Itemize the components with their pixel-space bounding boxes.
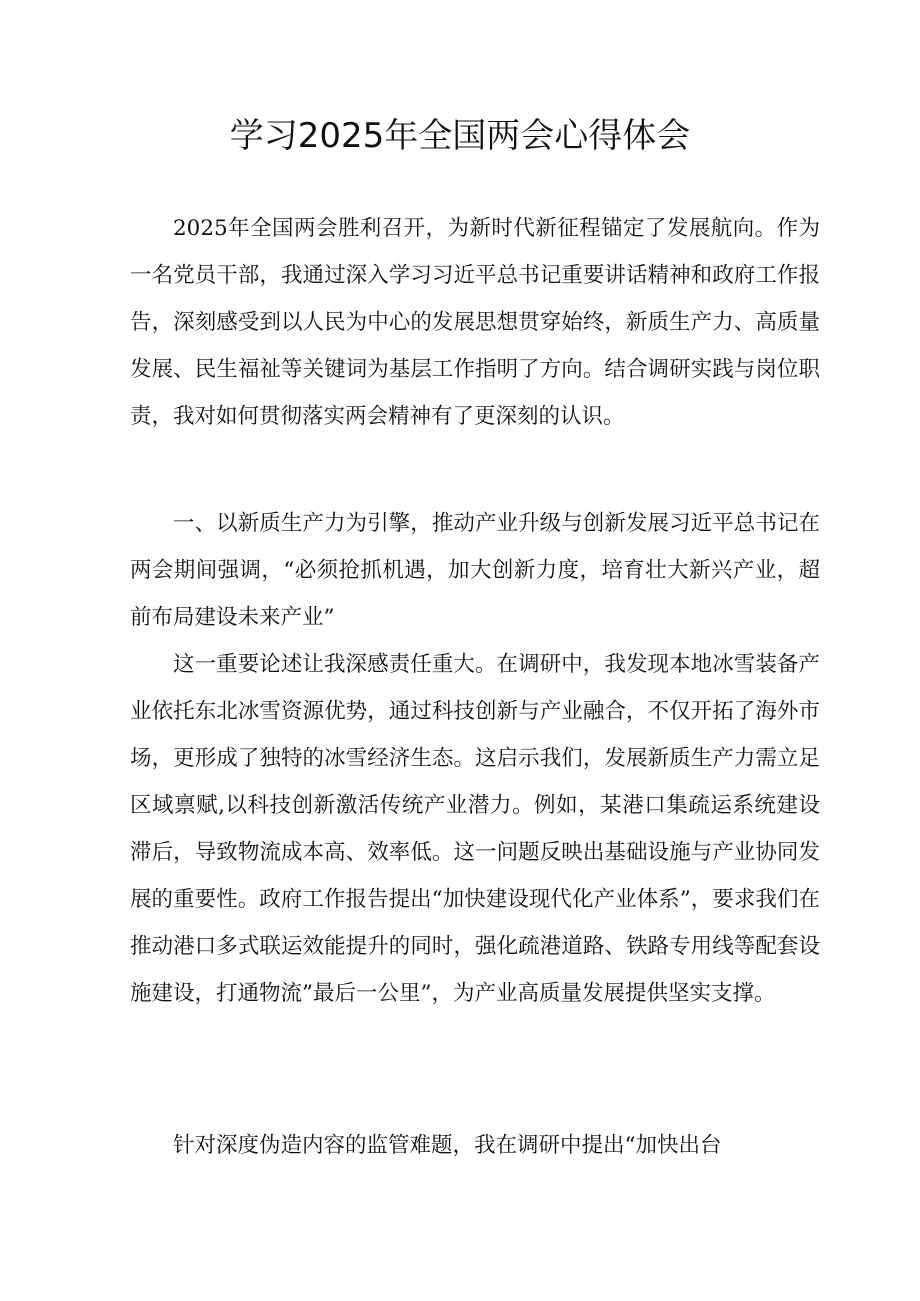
paragraph-section-one-body: 这一重要论述让我深感责任重大。在调研中，我发现本地冰雪装备产业依托东北冰雪资源优势，通过科技创新与产业融合，不仅开拓了海外市场，更形成了独特的冰雪经济生态。这启示我们，发展新质生产力需立足区域禀赋,以科技创新激活传统产业潜力。例如，某港口集疏运系统建设滞后，导致物流成本高、效率低。这一问题反映出基础设施与产业协同发展的重要性。政府工作报告提出“加快建设现代化产业体系”，要求我们在推动港口多式联运效能提升的同时，强化疏港道路、铁路专用线等配套设施建设，打通物流”最后一公里”，为产业高质量发展提供坚实支撑。 bbox=[130, 652, 820, 1006]
paragraph-deepfake-regulation: 针对深度伪造内容的监管难题，我在调研中提出“加快出台 bbox=[173, 1133, 722, 1158]
paragraph-intro: 2025年全国两会胜利召开，为新时代新征程锚定了发展航向。作为一名党员干部，我通过深入学习习近平总书记重要讲话精神和政府工作报告，深刻感受到以人民为中心的发展思想贯穿始终，新质生产力、高质量发展、民生福祉等关键词为基层工作指明了方向。结合调研实践与岗位职责，我对如何贯彻落实两会精神有了更深刻的认识。 bbox=[130, 216, 820, 429]
paragraph-section-one-heading: 一、以新质生产力为引擎，推动产业升级与创新发展习近平总书记在两会期间强调，“必须抢抓机遇，加大创新力度，培育壮大新兴产业，超前布局建设未来产业” bbox=[130, 511, 820, 630]
document-title: 学习2025年全国两会心得体会 bbox=[229, 116, 691, 156]
